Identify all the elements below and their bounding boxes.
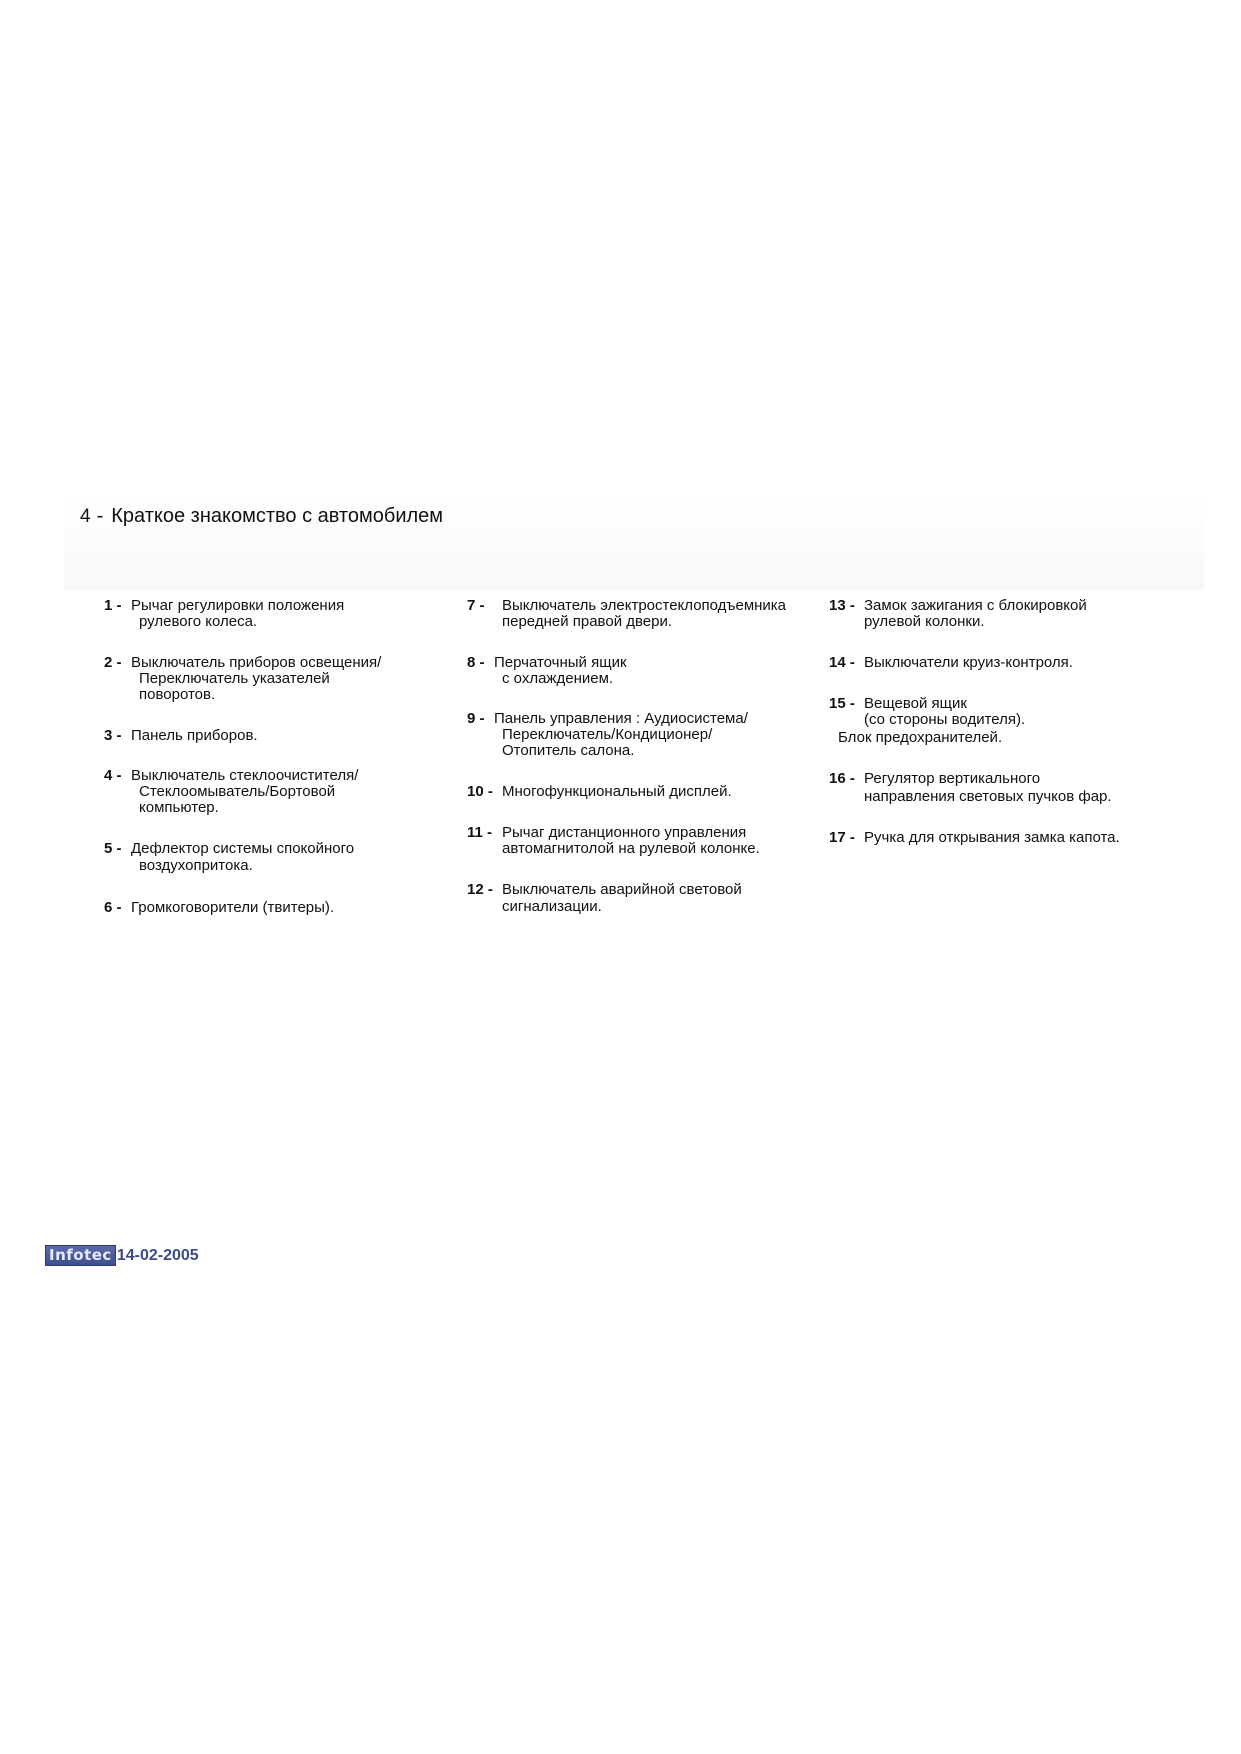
item-number: 5 -: [104, 840, 122, 857]
item-text: сигнализации.: [502, 898, 602, 915]
item-text: Замок зажигания с блокировкой: [864, 597, 1087, 614]
item-number: 6 -: [104, 899, 122, 916]
footer: [45, 1245, 199, 1266]
item-text: Рычаг регулировки положения: [131, 597, 345, 614]
page-number: 4: [80, 506, 91, 527]
item-text: Ручка для открывания замка капота.: [864, 829, 1120, 846]
item-text: Переключатель/Кондиционер/: [502, 726, 713, 743]
item-number: 1 -: [104, 597, 122, 614]
item-number: 12 -: [467, 881, 493, 898]
item-number: 7 -: [467, 597, 485, 614]
item-text: Выключатель аварийной световой: [502, 881, 742, 898]
item-text: Многофункциональный дисплей.: [502, 783, 732, 800]
item-text: Рычаг дистанционного управления: [502, 824, 747, 841]
item-text: поворотов.: [139, 686, 216, 703]
title-text: Краткое знакомство с автомобилем: [111, 505, 444, 527]
item-number: 13 -: [829, 597, 855, 614]
item-number: 17 -: [829, 829, 855, 846]
item-number: 14 -: [829, 654, 855, 671]
item-text: Выключатели круиз-контроля.: [864, 654, 1073, 671]
item-text: рулевого колеса.: [139, 613, 258, 630]
item-number: 3 -: [104, 727, 122, 744]
item-text: автомагнитолой на рулевой колонке.: [502, 840, 760, 857]
item-number: 8 -: [467, 654, 485, 671]
page-title: [80, 505, 443, 528]
item-number: 2 -: [104, 654, 122, 671]
item-number: 9 -: [467, 710, 485, 727]
item-text: Панель управления : Аудиосистема/: [494, 710, 748, 727]
infotec-logo: Infotec: [45, 1245, 116, 1266]
item-text: Громкоговорители (твитеры).: [131, 899, 335, 916]
item-text: Вещевой ящик: [864, 695, 967, 712]
item-number: 11 -: [467, 824, 493, 841]
item-number: 15 -: [829, 695, 855, 712]
item-text: Регулятор вертикального: [864, 770, 1041, 787]
item-text: Стеклоомыватель/Бортовой: [139, 783, 336, 800]
item-text: компьютер.: [139, 799, 219, 816]
item-text: с охлаждением.: [502, 670, 614, 687]
footer-date: 14-02-2005: [116, 1246, 199, 1264]
item-text: Выключатель электростеклоподъемника: [502, 597, 787, 614]
item-text: передней правой двери.: [502, 613, 673, 630]
item-number: 10 -: [467, 783, 493, 800]
item-text: (со стороны водителя).: [864, 711, 1026, 728]
title-dash: -: [96, 505, 104, 527]
item-text: Дефлектор системы спокойного: [131, 840, 355, 857]
item-text: рулевой колонки.: [864, 613, 985, 630]
item-text: воздухопритока.: [139, 857, 253, 874]
item-text: Блок предохранителей.: [838, 729, 1003, 746]
item-text: Перчаточный ящик: [494, 654, 627, 671]
item-text: Переключатель указателей: [139, 670, 330, 687]
item-text: Отопитель салона.: [502, 742, 635, 759]
item-text: направления световых пучков фар.: [864, 788, 1112, 805]
item-text: Выключатель стеклоочистителя/: [131, 767, 359, 784]
item-number: 4 -: [104, 767, 122, 784]
item-text: Выключатель приборов освещения/: [131, 654, 382, 671]
item-number: 16 -: [829, 770, 855, 787]
item-text: Панель приборов.: [131, 727, 258, 744]
